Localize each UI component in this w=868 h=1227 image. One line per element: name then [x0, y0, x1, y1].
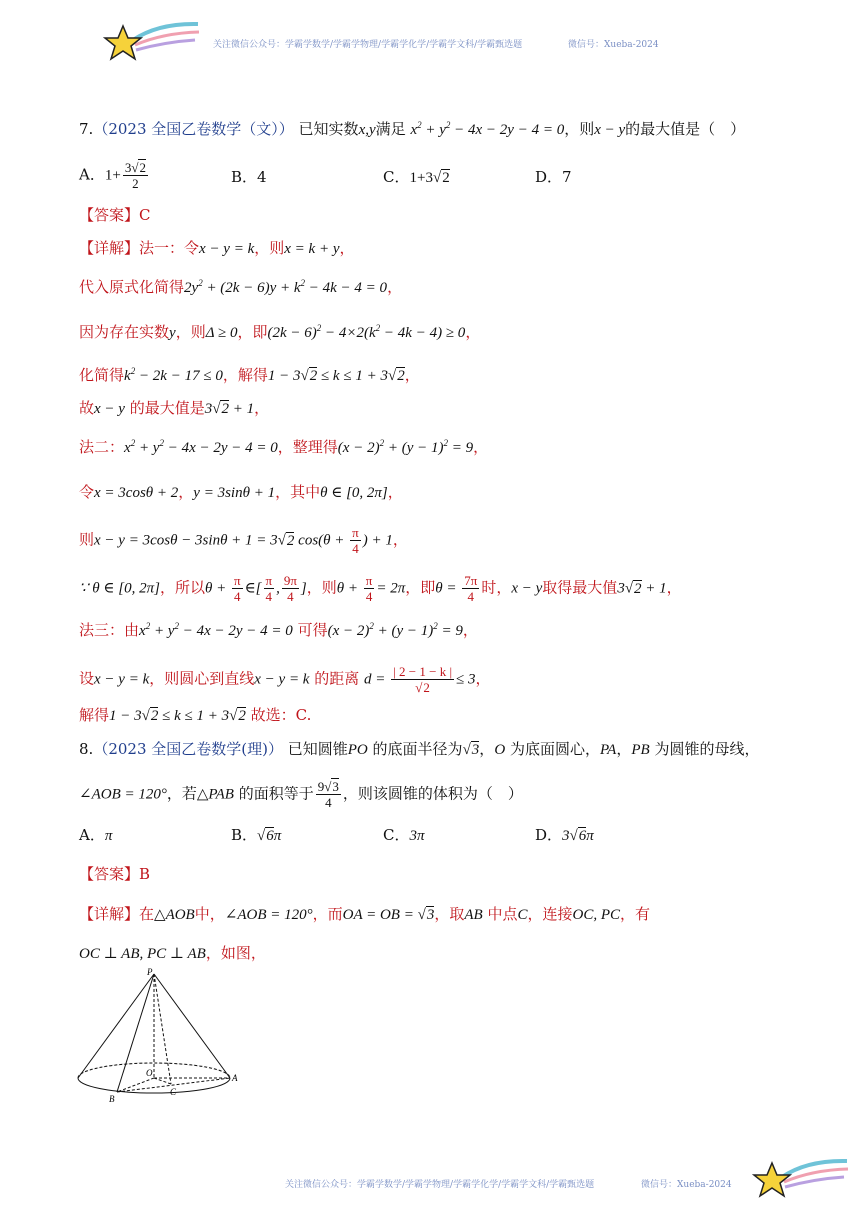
- header-text: 关注微信公众号：学霸学数学/学霸学物理/学霸学化学/学霸学文科/学霸甄选题: [213, 40, 523, 50]
- q7-method1-line1: 【详解】法一：令x − y = k，则x = k + y，: [79, 239, 355, 257]
- q8-detail-line2: OC ⊥ AB, PC ⊥ AB，如图，: [79, 944, 266, 962]
- q7-method3-line1: 法三：由$x^2 + y^2 - 4x - 2y - 4 = 0$ 可得$(x - 2)^2 + (y - 1)^2 = 9$，: [79, 621, 478, 639]
- header-logo: [103, 18, 203, 66]
- q8-option-c: C．3π: [383, 826, 425, 844]
- footer-text: 关注微信公众号：学霸学数学/学霸学物理/学霸学化学/学霸学文科/学霸甄选题: [285, 1180, 595, 1190]
- q8-stem-line1: 8.（2023 全国乙卷数学(理)） 已知圆锥PO 的底面半径为√3，O 为底面圆心，PA，PB 为圆锥的母线，: [79, 740, 760, 758]
- q7-method3-line3: 解得1 − 3√2 ≤ k ≤ 1 + 3√2 故选：C.: [79, 706, 312, 724]
- q7-method1-line4: 化简得$k^2 - 2k - 17 \le 0$，解得1 − 3√2 ≤ k ≤ 1 + 3√2，: [79, 366, 420, 384]
- q8-stem-line2: ∠AOB = 120°，若△PAB 的面积等于 $\frac{9√3}{4}$ ，则该圆锥的体积为（ ）: [79, 779, 523, 810]
- q8-option-b: B．√6π: [231, 826, 282, 844]
- q8-answer: 【答案】B: [79, 865, 151, 883]
- label-c: C: [170, 1087, 177, 1097]
- label-a: A: [232, 1073, 238, 1083]
- footer-wechat: 微信号：Xueba-2024: [641, 1180, 732, 1190]
- star-logo-icon: [752, 1155, 852, 1203]
- header-wechat: 微信号：Xueba-2024: [568, 40, 659, 50]
- q7-method2-line2: 令x = 3cosθ + 2，y = 3sinθ + 1，其中θ ∈ [0, 2π]，: [79, 483, 403, 501]
- q7-method1-line5: 故x − y 的最大值是3√2 + 1，: [79, 399, 270, 417]
- q8-detail-line1: 【详解】在△AOB中，∠AOB = 120°，而OA = OB = √3，取AB 中点C，连接OC, PC，有: [79, 905, 651, 923]
- q7-stem: 7.（2023 全国乙卷数学（文）） 已知实数x,y满足 $x^2 + y^2 - 4x - 2y - 4 = 0$，则x − y的最大值是（ ）: [79, 120, 746, 138]
- q7-answer: 【答案】C: [79, 206, 151, 224]
- q7-source: （2023 全国乙卷数学（文））: [93, 120, 294, 138]
- q7-method2-line4: ∵ θ ∈ [0, 2π]，所以θ + $\frac{\pi}{4}$ ∈[ $\frac{\pi}{4}$ , $\frac{9\pi}{4}$ ]，则θ + $\frac{\pi}{4}$ = 2π，即θ = $\frac{7\pi}{4}$ 时，x − y取得最大值3√2 + 1，: [79, 573, 682, 604]
- q7-method2-line3: 则x − y = 3cosθ − 3sinθ + 1 = 3√2 cos(θ + $\frac{\pi}{4}$ ) + 1，: [79, 525, 408, 556]
- cone-figure: [72, 966, 247, 1106]
- q7-option-a: A．1+ $\frac{3√2}{2}$: [79, 160, 146, 191]
- footer-logo: [752, 1155, 852, 1203]
- q7-method2-line1: 法二：$x^2 + y^2 - 4x - 2y - 4 = 0$，整理得$(x - 2)^2 + (y - 1)^2 = 9$，: [79, 438, 489, 456]
- label-o: O: [146, 1068, 153, 1078]
- q7-method1-line2: 代入原式化简得$2y^2 + (2k - 6)y + k^2 - 4k - 4 = 0$，: [79, 278, 403, 296]
- q7-option-d: D．7: [535, 168, 572, 186]
- q8-option-a: A．π: [79, 826, 113, 844]
- label-p: P: [147, 967, 153, 977]
- label-b: B: [109, 1094, 115, 1104]
- q8-option-d: D．3√6π: [535, 826, 594, 844]
- q7-option-c: C．1+3√2: [383, 168, 450, 186]
- q7-option-b: B．4: [231, 168, 267, 186]
- q7-method3-line2: 设x − y = k，则圆心到直线x − y = k 的距离 d = $\frac{| 2 - 1 - k |}{√2}$ ≤ 3，: [79, 664, 491, 695]
- q8-source: （2023 全国乙卷数学(理)）: [93, 740, 283, 758]
- q7-method1-line3: 因为存在实数y，则Δ ≥ 0，即$(2k - 6)^2 - 4\times 2(k^2 - 4k - 4) \ge 0$，: [79, 323, 481, 341]
- star-logo-icon: [103, 18, 203, 66]
